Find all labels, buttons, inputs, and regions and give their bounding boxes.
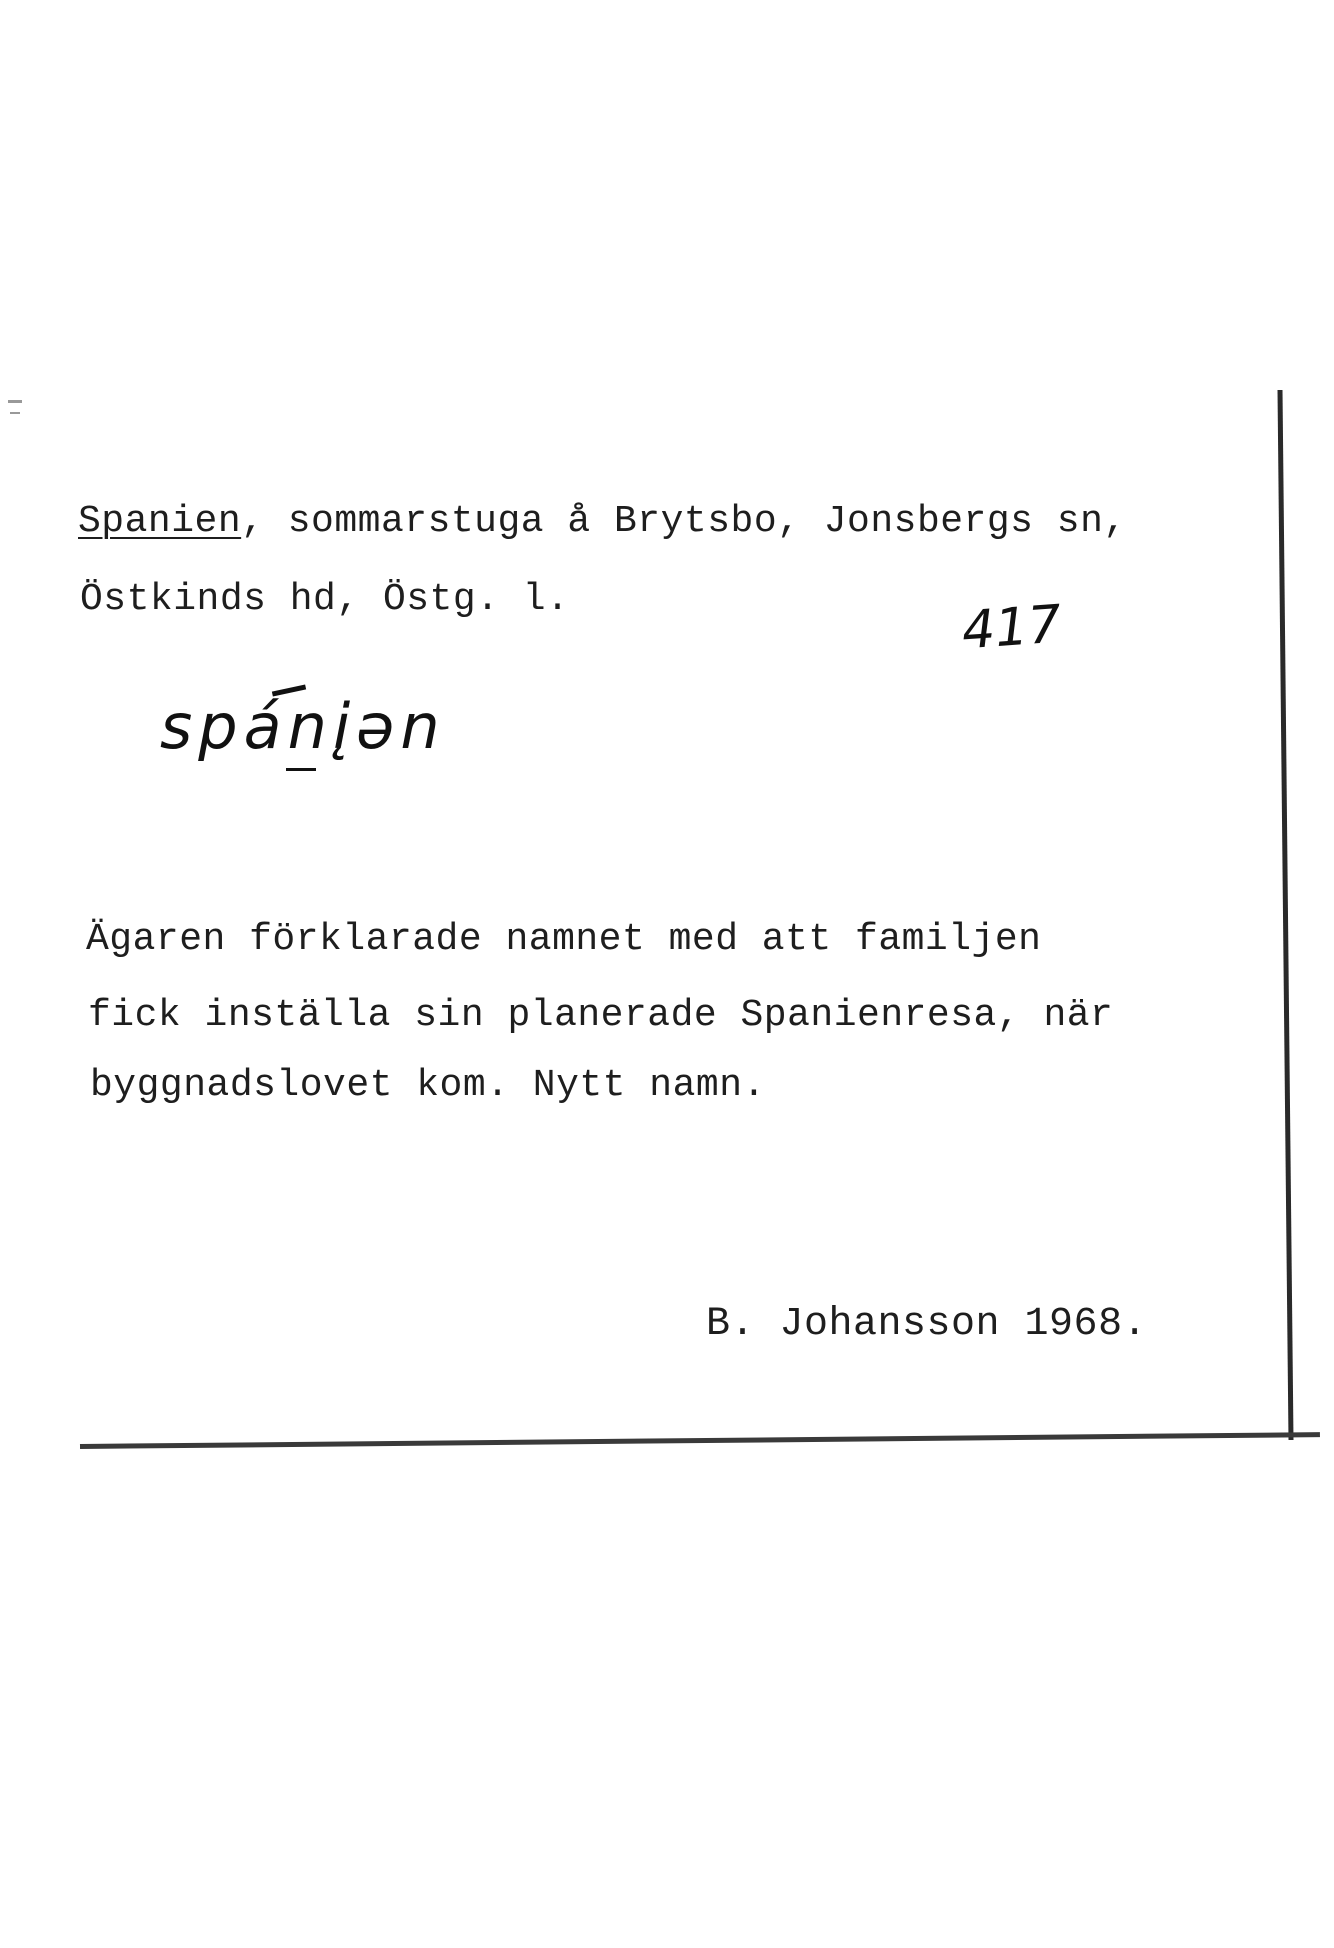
signature: B. Johansson 1968. <box>706 1302 1148 1347</box>
handwritten-number: 417 <box>960 594 1064 662</box>
scan-speck <box>8 400 22 403</box>
body-line-3: byggnadslovet kom. Nytt namn. <box>90 1064 766 1107</box>
headword: Spanien <box>78 500 242 543</box>
card-bottom-edge <box>80 1432 1320 1449</box>
body-line-1: Ägaren förklarade namnet med att familjen <box>86 918 1042 961</box>
pronunciation-underline-mark <box>286 768 316 771</box>
card-right-edge <box>1278 390 1294 1440</box>
card-line-1 <box>78 500 1127 543</box>
headword-description: , sommarstuga å Brytsbo, Jonsbergs sn, <box>241 500 1127 543</box>
scan-speck <box>10 412 20 414</box>
body-line-2: fick inställa sin planerade Spanienresa, när <box>88 994 1114 1037</box>
handwritten-pronunciation: spánįən <box>160 690 446 763</box>
card-line-2: Östkinds hd, Östg. l. <box>80 578 570 621</box>
